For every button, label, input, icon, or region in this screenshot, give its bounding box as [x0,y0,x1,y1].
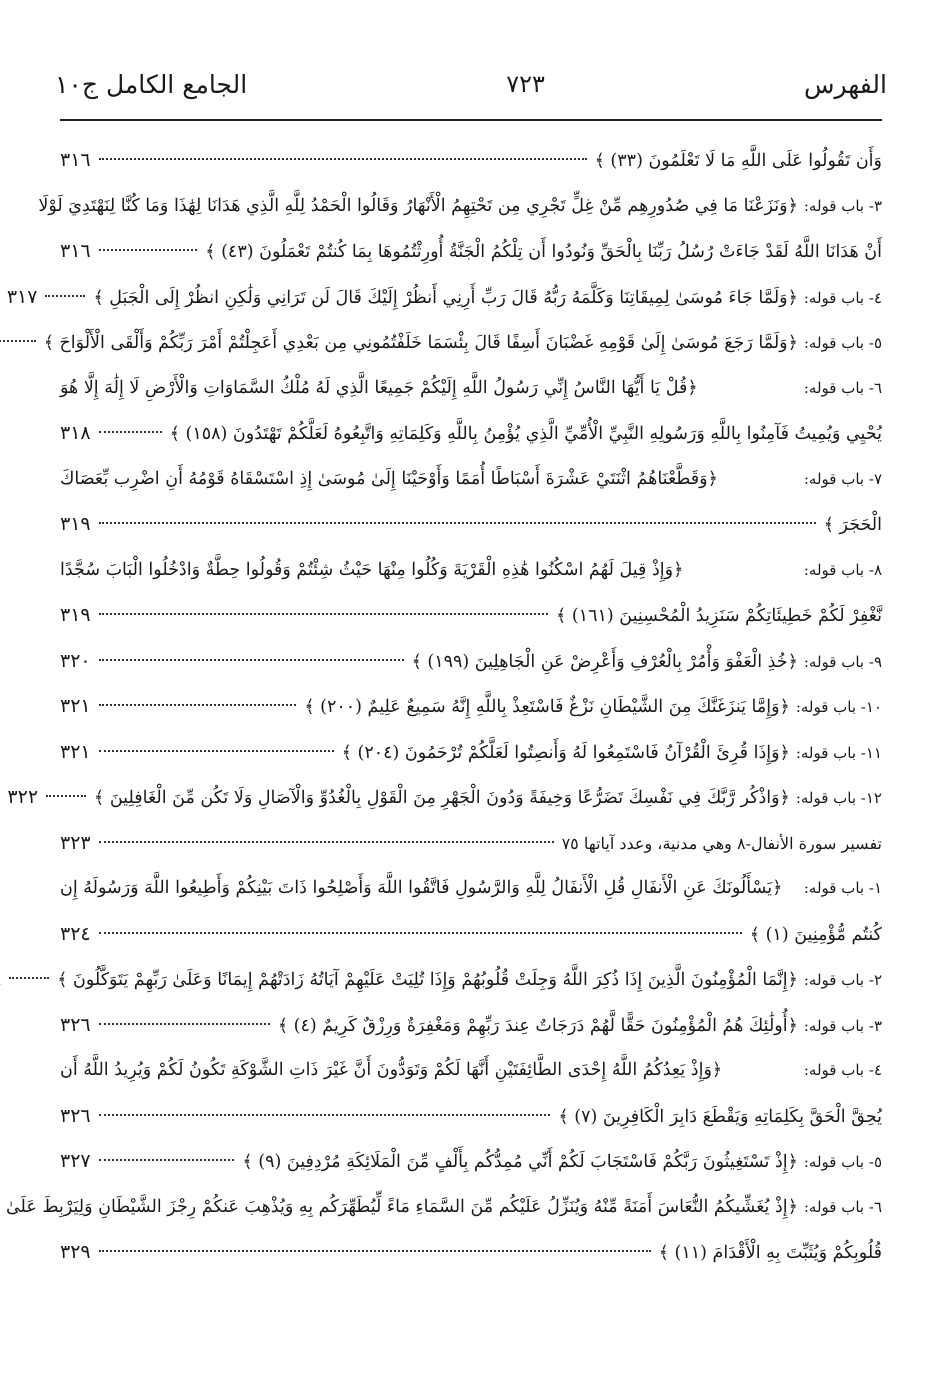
entry-label: ٦- باب قوله: [803,1197,882,1216]
verse-text: ﴿وَإِذَا قُرِئَ الْقُرْآنُ فَاسْتَمِعُوا لَهُ وَأَنصِتُوا لَعَلَّكُمْ تُرْحَمُونَ (٢٠٤) ﴾ [341,742,790,763]
entry-line [60,366,882,412]
index-entry [60,866,882,957]
entry-line [60,912,882,958]
entry-line [60,1003,882,1049]
leader-dots [46,795,86,797]
entry-line [6,275,882,321]
verse-text: وَأَن تَقُولُوا عَلَى اللَّهِ مَا لَا تَعْلَمُونَ (٣٣) ﴾ [594,151,882,171]
entry-line [5,1185,882,1231]
leader-dots [0,340,36,342]
leader-dots [99,704,297,706]
entry-page-number: ٣١٦ [60,240,91,262]
leader-dots [99,1114,551,1116]
verse-text: الْحَجَرَ ﴾ [823,515,882,535]
leader-dots [99,158,587,160]
entry-page-number: ٣٢٣ [60,831,91,854]
entry-line [60,229,882,275]
leader-dots [99,932,742,934]
leader-dots [45,295,85,297]
entry-line [60,1094,882,1140]
entry-line [60,1139,882,1185]
entry-label: ٤- باب قوله: [803,1061,882,1079]
entry-page-number: ٣٢٩ [60,1241,91,1263]
leader-dots [99,613,548,615]
verse-text: ﴿قُلْ يَا أَيُّهَا النَّاسُ إِنِّي رَسُولُ اللَّهِ إِلَيْكُمْ جَمِيعًا الَّذِي لَهُ مُلْكُ السَّمَاوَاتِ وَالْأَرْضِ لَا إِلَٰهَ إِلَّا هُوَ [60,377,698,398]
entry-line [60,1230,882,1276]
verse-text: ﴿وَإِمَّا يَنزَغَنَّكَ مِنَ الشَّيْطَانِ نَزْغٌ فَاسْتَعِذْ بِاللَّهِ إِنَّهُ سَمِيعٌ عَلِيمٌ (٢٠٠) ﴾ [304,697,790,717]
index-entry [60,1003,882,1049]
verse-text: ﴿وَقَطَّعْنَاهُمُ اثْنَتَيْ عَشْرَةَ أَسْبَاطًا أُمَمًا وَأَوْحَيْنَا إِلَىٰ مُوسَىٰ إِذِ اسْتَسْقَاهُ قَوْمُهُ أَنِ اضْرِب بِّعَصَاكَ [60,468,718,489]
entry-label: ٨- باب قوله: [803,560,882,579]
index-entry [60,730,882,776]
entry-label: ٦- باب قوله: [803,378,882,397]
leader-dots [99,1250,651,1252]
verse-text: أَنْ هَدَانَا اللَّهُ لَقَدْ جَاءَتْ رُسُلُ رَبِّنَا بِالْحَقِّ وَنُودُوا أَن تِلْكُمُ الْجَنَّةُ أُورِثْتُمُوهَا بِمَا كُنتُمْ تَعْمَلُونَ (٤٣) ﴾ [205,242,882,262]
verse-text: ﴿وَنَزَعْنَا مَا فِي صُدُورِهِم مِّنْ غِلٍّ تَجْرِي مِن تَحْتِهِمُ الْأَنْهَارُ وَقَالُوا الْحَمْدُ لِلَّهِ الَّذِي هَدَانَا لِهَٰذَا وَمَا كُنَّا لِنَهْتَدِيَ لَوْلَا [38,195,798,216]
entry-page-number [0,957,1,1003]
index-entry [60,639,882,685]
entry-page-number: ٣٢٦ [60,1104,91,1127]
verse-text: يُحْيِي وَيُمِيتُ فَآمِنُوا بِاللَّهِ وَرَسُولِهِ النَّبِيِّ الْأُمِّيِّ الَّذِي يُؤْمِنُ بِاللَّهِ وَكَلِمَاتِهِ وَاتَّبِعُوهُ لَعَلَّكُمْ تَهْتَدُونَ (١٥٨) ﴾ [169,424,882,444]
index-entry [60,548,882,639]
entry-label: ٤- باب قوله: [803,288,882,307]
entry-label: ٩- باب قوله: [803,652,882,671]
index-entry [60,1048,882,1139]
entry-label: ٣- باب قوله: [803,196,882,215]
entry-line [57,957,882,1003]
entry-line [38,184,882,230]
index-entry [60,684,882,730]
verse-text: ﴿إِذْ تَسْتَغِيثُونَ رَبَّكُمْ فَاسْتَجَابَ لَكُمْ أَنِّي مُمِدُّكُم بِأَلْفٍ مِّنَ الْمَلَائِكَةِ مُرْدِفِينَ (٩) ﴾ [242,1152,798,1172]
entry-line [60,457,882,503]
verse-text: ﴿يَسْأَلُونَكَ عَنِ الْأَنفَالِ قُلِ الْأَنفَالُ لِلَّهِ وَالرَّسُولِ فَاتَّقُوا اللَّهَ وَأَصْلِحُوا ذَاتَ بَيْنِكُمْ وَأَطِيعُوا اللَّهَ وَرَسُولَهُ إِن [60,878,783,898]
entry-label: ٧- باب قوله: [803,469,882,488]
index-entry [60,1139,882,1185]
leader-dots [99,1023,270,1025]
entry-line [60,821,882,867]
entry-line [43,320,882,366]
leader-dots [99,841,554,843]
entry-label: ١٢- باب قوله: [795,789,882,807]
verse-text: نَّغْفِرْ لَكُمْ خَطِيئَاتِكُمْ سَنَزِيدُ الْمُحْسِنِينَ (١٦١) ﴾ [556,606,882,626]
section-title: الفهرس [803,69,887,99]
index-entry [43,320,882,366]
verse-text: ﴿إِنَّمَا الْمُؤْمِنُونَ الَّذِينَ إِذَا ذُكِرَ اللَّهُ وَجِلَتْ قُلُوبُهُمْ وَإِذَا تُلِيَتْ عَلَيْهِمْ آيَاتُهُ زَادَتْهُمْ إِيمَانًا وَعَلَىٰ رَبِّهِمْ يَتَوَكَّلُونَ ﴾ [57,970,798,990]
verse-text: ﴿أُولَٰئِكَ هُمُ الْمُؤْمِنُونَ حَقًّا لَّهُمْ دَرَجَاتٌ عِندَ رَبِّهِمْ وَمَغْفِرَةٌ وَرِزْقٌ كَرِيمٌ (٤) ﴾ [277,1015,798,1036]
running-header [55,60,887,108]
entry-label: ٣- باب قوله: [803,1016,882,1035]
index-entry [57,957,882,1003]
entry-page-number: ٣٢٢ [7,786,39,808]
entry-page-number: ٣٢٤ [60,922,91,945]
entry-line [60,593,882,639]
index-entry [60,821,882,867]
verse-text: ﴿وَإِذْ قِيلَ لَهُمُ اسْكُنُوا هَٰذِهِ الْقَرْيَةَ وَكُلُوا مِنْهَا حَيْثُ شِئْتُمْ وَقُولُوا حِطَّةٌ وَادْخُلُوا الْبَابَ سُجَّدًا [60,559,684,580]
surah-heading: تفسير سورة الأنفال-٨ وهي مدنية، وعدد آياتها ٧٥ [561,833,882,853]
index-entries [5,138,882,1276]
leader-dots [99,431,162,433]
index-entry [7,775,882,821]
entry-label: ١١- باب قوله: [795,743,882,762]
verse-text: قُلُوبِكُمْ وَيُثَبِّتَ بِهِ الْأَقْدَامَ (١١) ﴾ [658,1243,882,1263]
entry-page-number: ٣٢١ [60,695,91,717]
leader-dots [99,522,816,524]
entry-page-number: ٣١٩ [60,513,91,535]
entry-line [60,730,882,776]
leader-dots [99,659,404,661]
entry-page-number: ٣١٩ [60,604,91,626]
entry-line [60,639,882,685]
verse-text: ﴿وَلَمَّا رَجَعَ مُوسَىٰ إِلَىٰ قَوْمِهِ غَضْبَانَ أَسِفًا قَالَ بِئْسَمَا خَلَفْتُمُونِي مِن بَعْدِي أَعَجِلْتُمْ أَمْرَ رَبِّكُمْ وَأَلْقَى الْأَلْوَاحَ ﴾ [43,333,798,353]
verse-text: ﴿إِذْ يُغَشِّيكُمُ النُّعَاسَ أَمَنَةً مِّنْهُ وَيُنَزِّلُ عَلَيْكُم مِّنَ السَّمَاءِ مَاءً لِّيُطَهِّرَكُم بِهِ وَيُذْهِبَ عَنكُمْ رِجْزَ الشَّيْطَانِ وَلِيَرْبِطَ عَلَىٰ [5,1196,798,1217]
entry-page-number: ٣١٧ [6,285,38,308]
index-entry [60,457,882,548]
book-title: الجامع الكامل ج١٠ [55,69,248,99]
entry-line [60,138,882,184]
entry-line [60,548,882,594]
header-rule [60,119,882,121]
leader-dots [99,750,334,752]
entry-line [60,684,882,730]
entry-label: ٢- باب قوله: [803,971,882,989]
entry-line [7,775,882,821]
entry-line [60,866,882,912]
leader-dots [99,249,198,251]
verse-text: كُنتُم مُّؤْمِنِينَ (١) ﴾ [749,924,882,945]
leader-dots [9,977,49,979]
verse-text: ﴿وَاذْكُر رَّبَّكَ فِي نَفْسِكَ تَضَرُّعًا وَخِيفَةً وَدُونَ الْجَهْرِ مِنَ الْقَوْلِ بِالْغُدُوِّ وَالْآصَالِ وَلَا تَكُن مِّنَ الْغَافِلِينَ ﴾ [94,788,790,808]
entry-line [60,502,882,548]
leader-dots [99,1159,235,1161]
entry-line [60,411,882,457]
entry-label: ١٠- باب قوله: [795,698,882,716]
verse-text: ﴿وَلَمَّا جَاءَ مُوسَىٰ لِمِيقَاتِنَا وَكَلَّمَهُ رَبُّهُ قَالَ رَبِّ أَرِنِي أَنظُرْ إِلَيْكَ قَالَ لَن تَرَانِي وَلَٰكِنِ انظُرْ إِلَى الْجَبَلِ ﴾ [93,287,798,308]
entry-label: ١- باب قوله: [803,879,882,897]
index-entry [60,138,882,184]
page-number: ٧٢٣ [506,70,545,98]
entry-label: ٥- باب قوله: [803,334,882,352]
entry-page-number: ٣٢٦ [60,1013,91,1036]
entry-page-number: ٣١٨ [60,422,91,444]
entry-page-number: ٣١٦ [60,149,91,171]
entry-page-number: ٣٢٧ [60,1150,91,1172]
index-entry [6,275,882,321]
entry-page-number: ٣٢٠ [60,649,91,672]
verse-text: يُحِقَّ الْحَقَّ بِكَلِمَاتِهِ وَيَقْطَعَ دَابِرَ الْكَافِرِينَ (٧) ﴾ [558,1106,882,1127]
verse-text: ﴿خُذِ الْعَفْوَ وَأْمُرْ بِالْعُرْفِ وَأَعْرِضْ عَنِ الْجَاهِلِينَ (١٩٩) ﴾ [411,651,798,672]
entry-line [60,1048,882,1094]
verse-text: ﴿وَإِذْ يَعِدُكُمُ اللَّهُ إِحْدَى الطَّائِفَتَيْنِ أَنَّهَا لَكُمْ وَتَوَدُّونَ أَنَّ غَيْرَ ذَاتِ الشَّوْكَةِ تَكُونُ لَكُمْ وَيُرِيدُ اللَّهُ أَن [60,1060,723,1080]
index-entry [60,366,882,457]
entry-label: ٥- باب قوله: [803,1153,882,1171]
entry-page-number: ٣٢١ [60,740,91,763]
index-entry [38,184,882,275]
index-entry [5,1185,882,1276]
